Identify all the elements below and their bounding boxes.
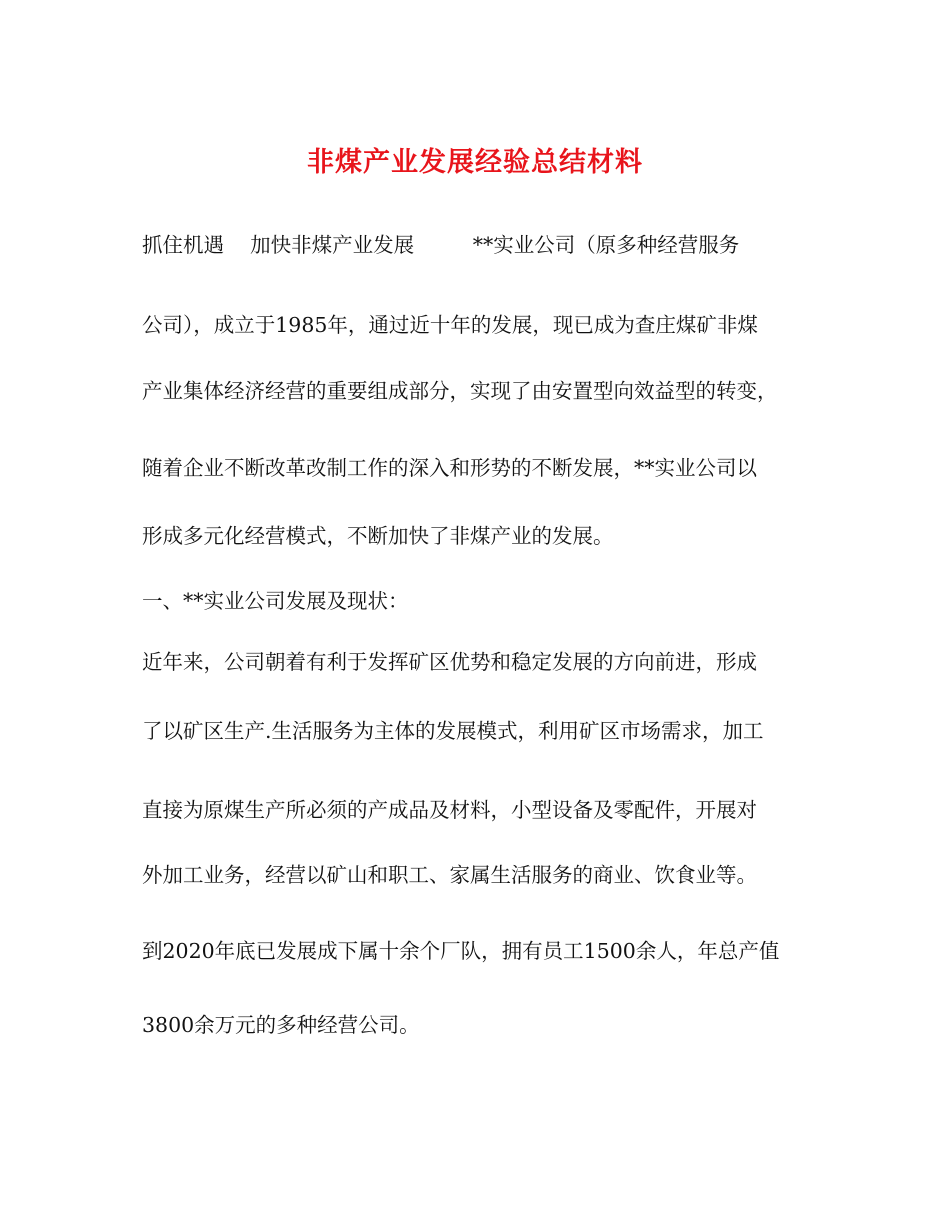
paragraph-line: 3800余万元的多种经营公司。 [142,1013,420,1037]
paragraph-line: 随着企业不断改革改制工作的深入和形势的不断发展，**实业公司以 [142,456,757,480]
document-title: 非煤产业发展经验总结材料 [307,147,643,178]
paragraph-line: 近年来，公司朝着有利于发挥矿区优势和稳定发展的方向前进，形成 [142,650,757,674]
paragraph-line: 了以矿区生产.生活服务为主体的发展模式，利用矿区市场需求，加工 [142,719,764,743]
paragraph-line: 产业集体经济经营的重要组成部分，实现了由安置型向效益型的转变， [142,379,778,403]
paragraph-line: 形成多元化经营模式，不断加快了非煤产业的发展。 [142,524,614,548]
paragraph-line: 到2020年底已发展成下属十余个厂队，拥有员工1500余人，年总产值 [142,939,780,963]
paragraph-line: 抓住机遇 加快非煤产业发展 **实业公司（原多种经营服务 [142,233,740,257]
paragraph-line: 外加工业务，经营以矿山和职工、家属生活服务的商业、饮食业等。 [142,863,757,887]
paragraph-line: 直接为原煤生产所必须的产成品及材料，小型设备及零配件，开展对 [142,798,757,822]
paragraph-line: 公司），成立于1985年，通过近十年的发展，现已成为查庄煤矿非煤 [142,313,758,337]
section-heading: 一、**实业公司发展及现状： [142,589,409,613]
